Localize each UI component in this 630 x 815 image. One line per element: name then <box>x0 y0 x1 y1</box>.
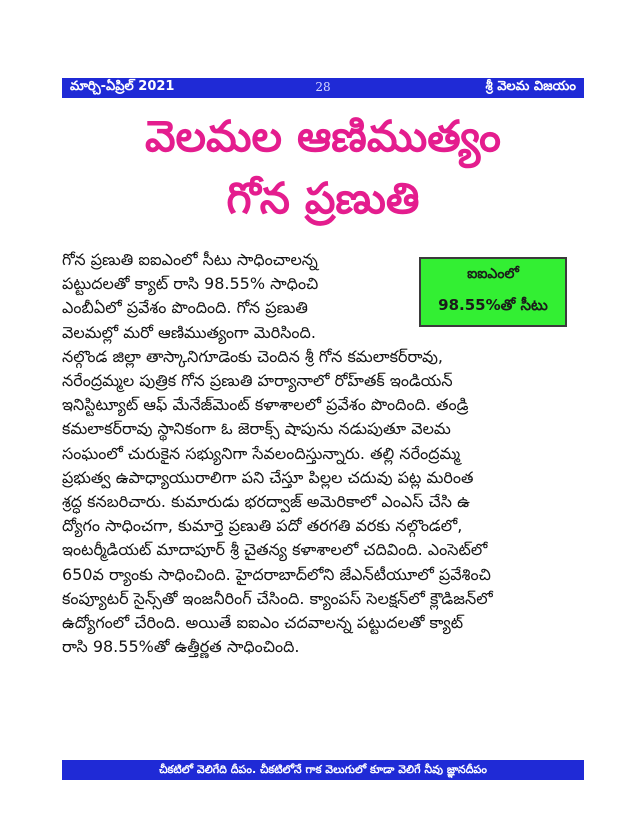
body-line: ఎంబీఏలో ప్రవేశం పొందింది. గోన ప్రణుతి <box>62 298 308 318</box>
body-line: ఇంటర్మీడియట్ మాదాపూర్ శ్రీ చైతన్య కళాశాలలో చదివింది. ఎంసెట్‌లో <box>62 540 488 560</box>
body-line: ఇనిస్టిట్యూట్ ఆఫ్ మేనేజ్‌మెంట్ కళాశాలలో ప్రవేశం పొందింది. తండ్రి <box>62 395 469 415</box>
body-line: ప్రభుత్వ ఉపాధ్యాయురాలిగా పని చేస్తూ పిల్లల చదువు పట్ల మరింత <box>62 467 474 487</box>
body-line: ద్యోగం సాధించగా, కుమార్తె ప్రణుతి పదో తరగతి వరకు నల్గొండలో, <box>62 516 463 536</box>
page-number: 28 <box>315 80 331 94</box>
highlight-line-1: ఐఐఎంలో <box>467 266 519 282</box>
page-footer: చీకటిలో వెలిగేది దీపం. చీకటిలోనే గాక వెలుగులో కూడా వెలిగే నీవు జ్ఞానదీపం <box>62 760 584 780</box>
page-header <box>62 78 584 98</box>
body-line: కమలాకర్‌రావు స్థానికంగా ఓ జెరాక్స్ షాపును నడుపుతూ వెలమ <box>62 419 451 439</box>
article-title: వెలమల ఆణిముత్యం <box>144 112 501 162</box>
body-line: నరేంద్రమ్మల పుత్రిక గోన ప్రణుతి హర్యానాలో రోహ్‌తక్ ఇండియన్ <box>62 371 453 391</box>
body-line: కంప్యూటర్ సైన్స్‌తో ఇంజనీరింగ్ చేసింది. క్యాంపస్ సెలక్షన్‌లో క్లౌడిజన్‌లో <box>62 588 493 608</box>
body-line: రాసి 98.55%తో ఉత్తీర్ణత సాధించింది. <box>62 637 300 657</box>
issue-date: మార్చి-ఏప్రిల్ 2021 <box>70 79 175 94</box>
article-body <box>62 248 584 659</box>
body-line: వెలమల్లో మరో ఆణిముత్యంగా మెరిసింది. <box>62 322 316 342</box>
body-line: ఉద్యోగంలో చేరింది. అయితే ఐఐఎం చదవాలన్న పట్టుదలతో క్యాట్ <box>62 613 464 633</box>
article-subtitle: గోన ప్రణుతి <box>226 174 420 224</box>
body-line: పట్టుదలతో క్యాట్ రాసి 98.55% సాధించి <box>62 274 319 294</box>
body-line: శ్రద్ధ కనబరిచారు. కుమారుడు భరద్వాజ్ అమెరికాలో ఎంఎస్ చేసి ఉ <box>62 492 470 512</box>
body-line: గోన ప్రణుతి ఐఐఎంలో సీటు సాధించాలన్న <box>62 250 318 269</box>
body-line: నల్గొండ జిల్లా తాస్కానిగూడెంకు చెందిన శ్రీ గోన కమలాకర్‌రావు, <box>62 346 443 366</box>
highlight-line-2: 98.55%తో సీటు <box>438 296 548 314</box>
body-line: 650వ ర్యాంకు సాధించింది. హైదరాబాద్‌లోని జేఎన్‌టీయూలో ప్రవేశించి <box>62 564 491 584</box>
magazine-name: శ్రీ వెలమ విజయం <box>485 79 576 94</box>
body-line: సంఘంలో చురుకైన సభ్యునిగా సేవలందిస్తున్నారు. తల్లి నరేంద్రమ్మ <box>62 443 461 463</box>
